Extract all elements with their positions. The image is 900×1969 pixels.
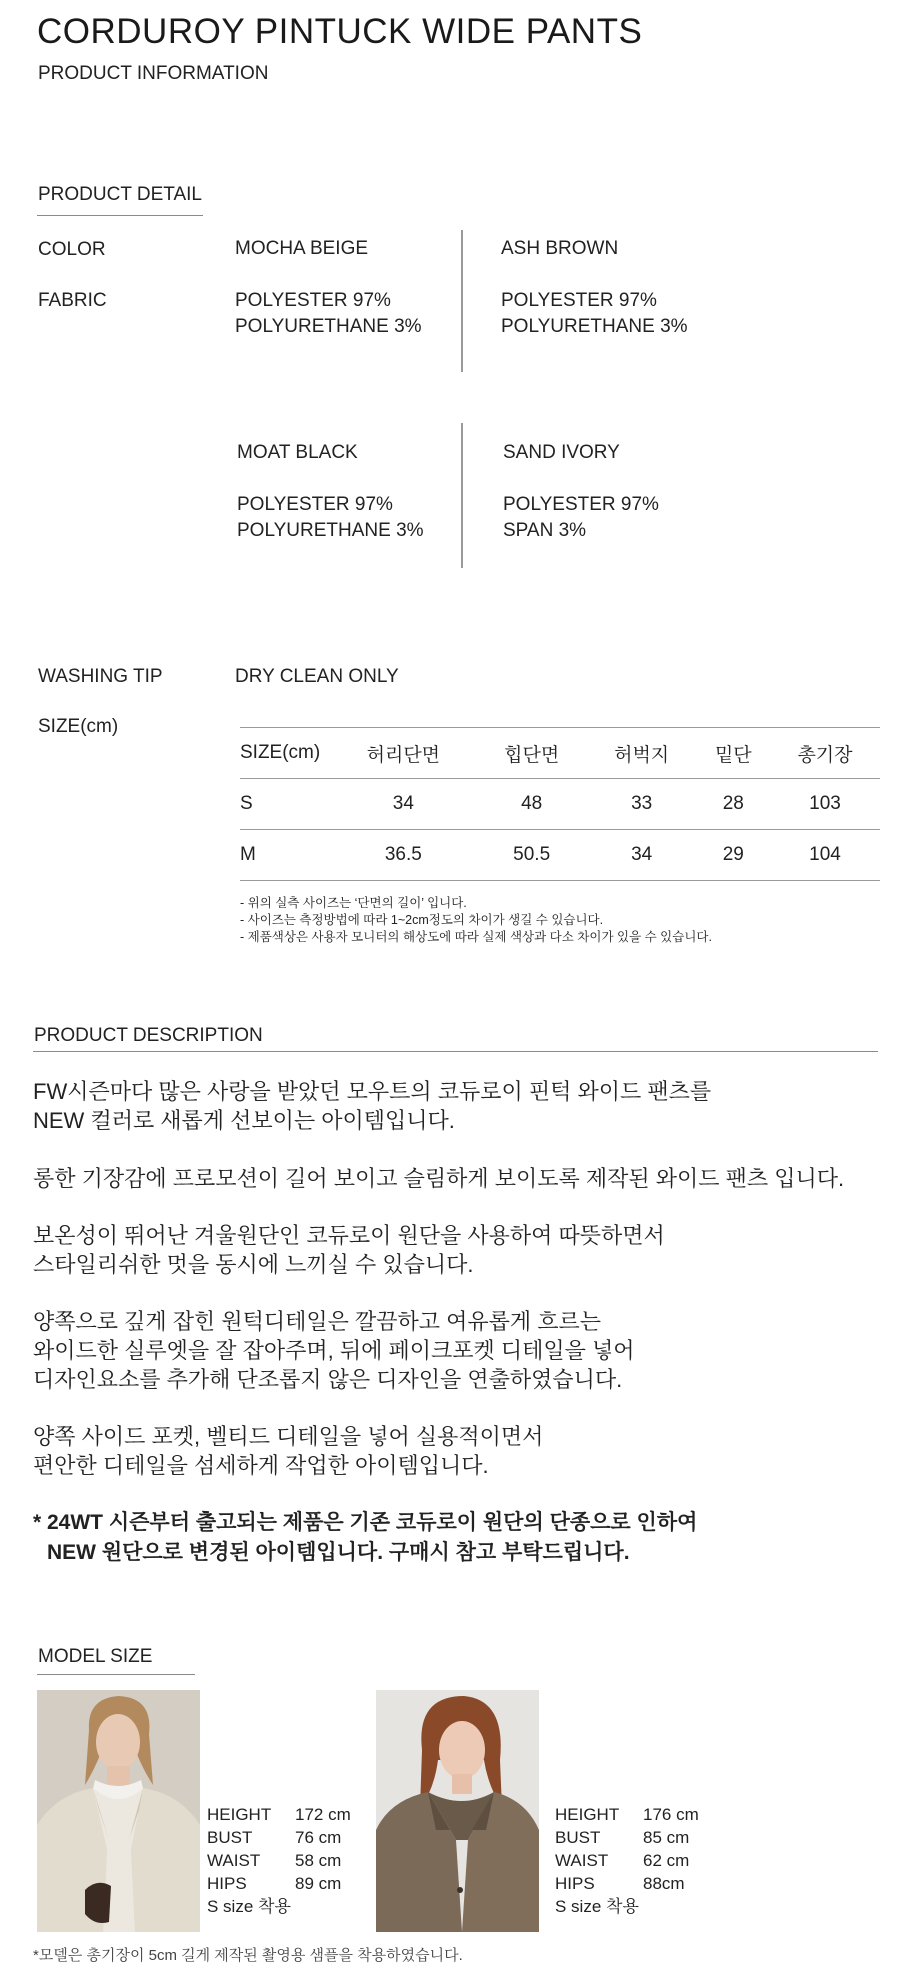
stat-value: 88cm (643, 1874, 685, 1893)
table-cell: 34 (330, 779, 477, 830)
description-line: 디자인요소를 추가해 단조롭지 않은 디자인을 연출하였습니다. (33, 1367, 623, 1392)
model-footnote: *모델은 총기장이 5cm 길게 제작된 촬영용 샘플을 착용하였습니다. (33, 1947, 463, 1964)
washing-tip-value: DRY CLEAN ONLY (235, 666, 399, 687)
size-note: - 위의 실측 사이즈는 ‘단면의 길이’ 입니다. (240, 896, 467, 910)
stat-value: 62 cm (643, 1851, 690, 1870)
table-cell: 36.5 (330, 830, 477, 881)
variant-divider (461, 423, 463, 568)
size-table-header-row (240, 728, 880, 779)
size-table-header: 밑단 (697, 728, 770, 779)
variant-fabric (235, 288, 422, 340)
product-description-underline (33, 1051, 878, 1052)
description-line: 보온성이 뛰어난 겨울원단인 코듀로이 원단을 사용하여 따뜻하면서 (33, 1223, 665, 1248)
fabric-line: POLYESTER 97% (235, 290, 391, 311)
size-note: - 제품색상은 사용자 모니터의 해상도에 따라 실제 색상과 다소 차이가 있을 수 있습니다. (240, 930, 712, 944)
stat-label: HEIGHT (555, 1805, 620, 1824)
stat-value: 89 cm (295, 1874, 342, 1893)
table-row (240, 779, 880, 830)
fabric-line: POLYESTER 97% (501, 290, 657, 311)
size-table-header: SIZE(cm) (240, 728, 330, 779)
stat-label: BUST (555, 1828, 601, 1847)
description-line: 와이드한 실루엣을 잘 잡아주며, 뒤에 페이크포켓 디테일을 넣어 (33, 1338, 635, 1363)
product-detail-underline (37, 215, 203, 216)
table-cell: 50.5 (477, 830, 587, 881)
fabric-label: FABRIC (38, 290, 107, 311)
washing-tip-label: WASHING TIP (38, 666, 163, 687)
stat-label: HIPS (555, 1874, 595, 1893)
size-table-header: 허리단면 (330, 728, 477, 779)
table-cell: 33 (587, 779, 697, 830)
model-size-underline (37, 1674, 195, 1675)
table-cell: 29 (697, 830, 770, 881)
description-line: 스타일리쉬한 멋을 동시에 느끼실 수 있습니다. (33, 1252, 474, 1277)
stat-label: HEIGHT (207, 1805, 272, 1824)
description-paragraph (33, 1422, 543, 1480)
stat-label: WAIST (555, 1851, 609, 1870)
description-line: FW시즌마다 많은 사랑을 받았던 모우트의 코듀로이 핀턱 와이드 팬츠를 (33, 1079, 712, 1104)
fabric-line: POLYESTER 97% (503, 494, 659, 515)
fabric-line: POLYURETHANE 3% (501, 316, 688, 337)
model-stats (207, 1803, 351, 1918)
table-row (240, 830, 880, 881)
stat-label: HIPS (207, 1874, 247, 1893)
table-cell: 48 (477, 779, 587, 830)
size-table-header: 힙단면 (477, 728, 587, 779)
description-line: 양쪽 사이드 포켓, 벨티드 디테일을 넣어 실용적이면서 (33, 1424, 544, 1449)
size-notes (240, 895, 712, 946)
model-photo-illustration (37, 1690, 200, 1932)
size-table (240, 727, 880, 881)
description-line: 편안한 디테일을 섬세하게 작업한 아이템입니다. (33, 1453, 489, 1478)
variant-name: ASH BROWN (501, 238, 619, 259)
notice-line: * 24WT 시즌부터 출고되는 제품은 기존 코듀로이 원단의 단종으로 인하여 (33, 1511, 698, 1534)
stat-label: WAIST (207, 1851, 261, 1870)
stat-value: 172 cm (295, 1805, 351, 1824)
model-stats (555, 1803, 699, 1918)
variant-name: MOCHA BEIGE (235, 238, 369, 259)
color-label: COLOR (38, 239, 106, 260)
model-photo (37, 1690, 200, 1932)
description-notice (33, 1508, 697, 1568)
product-information-label: PRODUCT INFORMATION (38, 63, 269, 84)
model-photo-illustration (376, 1690, 539, 1932)
product-detail-heading: PRODUCT DETAIL (38, 184, 202, 205)
variant-fabric (503, 492, 659, 544)
description-paragraph (33, 1221, 665, 1279)
product-title: CORDUROY PINTUCK WIDE PANTS (37, 12, 643, 51)
variant-fabric (501, 288, 688, 340)
wearing-size: S size 착용 (555, 1897, 639, 1916)
description-line: 롱한 기장감에 프로모션이 길어 보이고 슬림하게 보이도록 제작된 와이드 팬츠 입니다. (33, 1166, 845, 1191)
variant-name: SAND IVORY (503, 442, 620, 463)
model-size-heading: MODEL SIZE (38, 1646, 153, 1667)
product-description-heading: PRODUCT DESCRIPTION (34, 1025, 263, 1046)
table-cell: S (240, 779, 330, 830)
stat-value: 85 cm (643, 1828, 690, 1847)
size-table-header: 허벅지 (587, 728, 697, 779)
description-line: NEW 컬러로 새롭게 선보이는 아이템입니다. (33, 1108, 455, 1133)
size-note: - 사이즈는 측정방법에 따라 1~2cm정도의 차이가 생길 수 있습니다. (240, 913, 604, 927)
stat-label: BUST (207, 1828, 253, 1847)
size-label: SIZE(cm) (38, 716, 119, 737)
fabric-line: SPAN 3% (503, 520, 587, 541)
stat-value: 76 cm (295, 1828, 342, 1847)
fabric-line: POLYURETHANE 3% (237, 520, 424, 541)
stat-value: 176 cm (643, 1805, 699, 1824)
table-cell: 103 (770, 779, 880, 830)
stat-value: 58 cm (295, 1851, 342, 1870)
description-paragraph (33, 1307, 634, 1394)
variant-name: MOAT BLACK (237, 442, 358, 463)
variant-fabric (237, 492, 424, 544)
fabric-line: POLYURETHANE 3% (235, 316, 422, 337)
notice-line: NEW 원단으로 변경된 아이템입니다. 구매시 참고 부탁드립니다. (47, 1541, 630, 1564)
wearing-size: S size 착용 (207, 1897, 291, 1916)
size-table-header: 총기장 (770, 728, 880, 779)
table-cell: 104 (770, 830, 880, 881)
fabric-line: POLYESTER 97% (237, 494, 393, 515)
description-paragraph (33, 1164, 844, 1193)
table-cell: 34 (587, 830, 697, 881)
table-cell: M (240, 830, 330, 881)
description-paragraph (33, 1077, 711, 1135)
variant-divider (461, 230, 463, 372)
table-cell: 28 (697, 779, 770, 830)
description-line: 양쪽으로 깊게 잡힌 원턱디테일은 깔끔하고 여유롭게 흐르는 (33, 1309, 601, 1334)
model-photo (376, 1690, 539, 1932)
